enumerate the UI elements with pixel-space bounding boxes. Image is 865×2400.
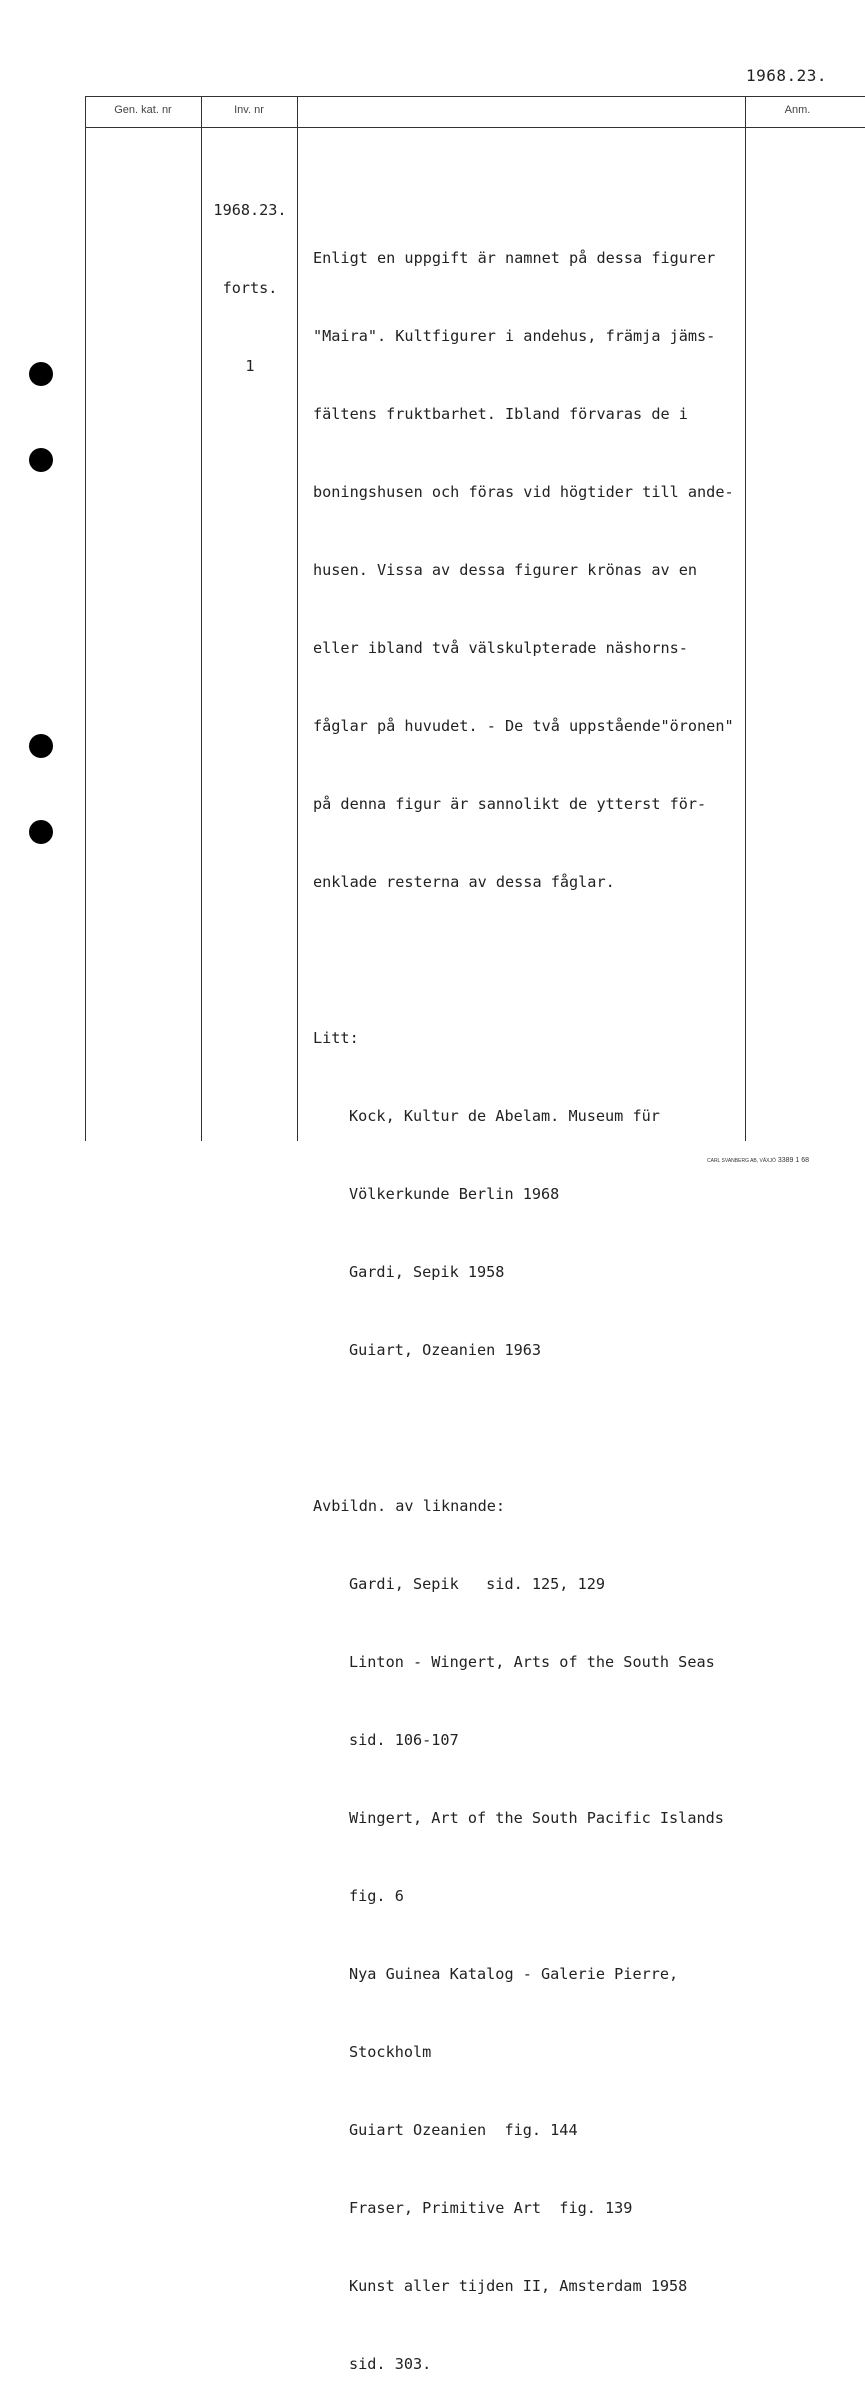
- description-line: fåglar på huvudet. - De två uppstående"öronen": [313, 717, 734, 735]
- literature-item: Völkerkunde Berlin 1968: [349, 1185, 560, 1203]
- description-column: [313, 193, 734, 2400]
- description-line: fältens fruktbarhet. Ibland förvaras de i: [313, 405, 688, 423]
- illustration-item: Linton - Wingert, Arts of the South Seas: [349, 1653, 715, 1671]
- column-divider-text-anm: [745, 96, 746, 1141]
- printer-imprint: [707, 1157, 809, 1164]
- description-line: "Maira". Kultfigurer i andehus, främja jäms-: [313, 327, 716, 345]
- description-line: husen. Vissa av dessa figurer krönas av en: [313, 561, 698, 579]
- illustration-item: Kunst aller tijden II, Amsterdam 1958: [349, 2277, 688, 2295]
- header-anm: Anm.: [784, 104, 811, 116]
- description-line: på denna figur är sannolikt de ytterst för-: [313, 795, 707, 813]
- header-bottom-border: [85, 127, 865, 128]
- punch-hole: [29, 734, 53, 758]
- literature-heading: Litt:: [313, 1029, 359, 1047]
- document-number: 1968.23.: [746, 66, 828, 85]
- column-divider-gen-inv: [201, 96, 202, 1141]
- table-top-border: [85, 96, 865, 97]
- literature-item: Guiart, Ozeanien 1963: [349, 1341, 542, 1359]
- illustration-item: Guiart Ozeanien fig. 144: [349, 2121, 578, 2139]
- illustration-item: sid. 303.: [349, 2355, 432, 2373]
- description-line: eller ibland två välskulpterade näshorns-: [313, 639, 688, 657]
- printer-name: CARL SVANBERG AB, VÄXJÖ: [707, 1158, 776, 1164]
- illustrations-heading: Avbildn. av liknande:: [313, 1497, 506, 1515]
- illustration-item: Stockholm: [349, 2043, 432, 2061]
- header-gen-kat-nr: Gen. kat. nr: [114, 104, 172, 116]
- illustration-item: Wingert, Art of the South Pacific Islands: [349, 1809, 724, 1827]
- inventory-number: 1968.23.: [213, 201, 287, 219]
- punch-hole: [29, 448, 53, 472]
- punch-hole: [29, 362, 53, 386]
- literature-item: Gardi, Sepik 1958: [349, 1263, 505, 1281]
- form-code: 3389 1 68: [777, 1157, 810, 1164]
- continuation-note: forts.: [222, 279, 278, 297]
- inventory-number-column: [210, 145, 290, 405]
- punch-hole: [29, 820, 53, 844]
- description-line: Enligt en uppgift är namnet på dessa figurer: [313, 249, 716, 267]
- column-divider-inv-text: [297, 96, 298, 1141]
- column-divider-left-edge: [85, 96, 86, 1141]
- item-number: 1: [245, 357, 255, 375]
- literature-item: Kock, Kultur de Abelam. Museum für: [349, 1107, 660, 1125]
- description-line: boningshusen och föras vid högtider till ande-: [313, 483, 734, 501]
- illustration-item: Gardi, Sepik sid. 125, 129: [349, 1575, 606, 1593]
- illustration-item: Fraser, Primitive Art fig. 139: [349, 2199, 633, 2217]
- illustration-item: fig. 6: [349, 1887, 404, 1905]
- description-line: enklade resterna av dessa fåglar.: [313, 873, 615, 891]
- illustration-item: sid. 106-107: [349, 1731, 459, 1749]
- header-inv-nr: Inv. nr: [234, 104, 264, 116]
- illustration-item: Nya Guinea Katalog - Galerie Pierre,: [349, 1965, 679, 1983]
